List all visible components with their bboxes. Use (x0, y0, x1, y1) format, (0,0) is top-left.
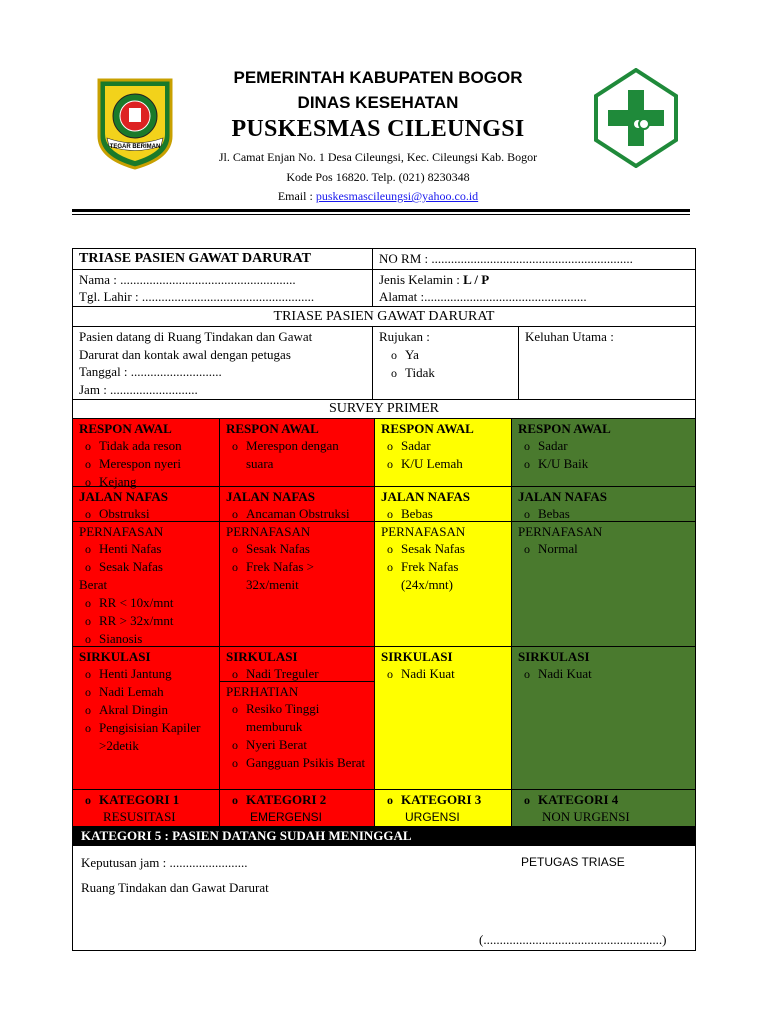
keluhan-utama-field[interactable]: Keluhan Utama : (525, 329, 614, 344)
respon-awal-title: RESPON AWAL (381, 421, 474, 436)
sirkulasi-row (73, 647, 695, 790)
option-ancaman-obstruksi[interactable]: o Ancaman Obstruksi (226, 505, 368, 523)
signature-field[interactable]: (.......................................................) (479, 932, 667, 947)
option-nadi-lemah[interactable]: o Nadi Lemah (79, 683, 213, 701)
pernafasan-title: PERNAFASAN (79, 524, 164, 539)
option-merespon-nyeri[interactable]: o Merespon nyeri (79, 455, 213, 473)
form-footer (73, 846, 695, 950)
jalan-nafas-title: JALAN NAFAS (79, 489, 168, 504)
rujukan-label: Rujukan : (379, 329, 430, 344)
sirkulasi-title: SIRKULASI (79, 649, 151, 664)
jenis-kelamin-value: L / P (463, 272, 490, 287)
option-kejang[interactable]: o Kejang (79, 473, 213, 491)
form-title: TRIASE PASIEN GAWAT DARURAT (73, 249, 373, 269)
pernafasan-title: PERNAFASAN (226, 524, 311, 539)
option-sesak-nafas-berat[interactable]: o Sesak Nafas (79, 558, 213, 576)
rujukan-option-tidak[interactable]: o Tidak (385, 364, 512, 382)
kategori-1-label: RESUSITASI (103, 809, 176, 824)
option-sianosis[interactable]: o Sianosis (79, 630, 213, 648)
respon-awal-title: RESPON AWAL (79, 421, 172, 436)
jalan-nafas-title: JALAN NAFAS (226, 489, 315, 504)
option-obstruksi[interactable]: o Obstruksi (79, 505, 213, 523)
jalan-nafas-title: JALAN NAFAS (381, 489, 470, 504)
option-frek-nafas-32[interactable]: o Frek Nafas > 32x/menit (226, 558, 368, 594)
kategori-1-option[interactable]: o KATEGORI 1 (79, 791, 213, 809)
tgl-lahir-field[interactable]: Tgl. Lahir : ..................................................... (79, 289, 315, 304)
survey-primer-heading: SURVEY PRIMER (329, 401, 439, 416)
email-label: Email : (277, 189, 316, 203)
kategori-3-option[interactable]: o KATEGORI 3 (381, 791, 505, 809)
kategori-4-label: NON URGENSI (542, 809, 630, 824)
option-sesak-nafas[interactable]: o Sesak Nafas (226, 540, 368, 558)
nama-field[interactable]: Nama : ...................................................... (79, 272, 296, 287)
kategori-3-label: URGENSI (405, 810, 460, 824)
option-henti-jantung[interactable]: o Henti Jantung (79, 665, 213, 683)
ruang-label: Ruang Tindakan dan Gawat Darurat (81, 880, 269, 895)
arrival-text-1: Pasien datang di Ruang Tindakan dan Gawat (79, 329, 313, 344)
email-line (0, 189, 762, 204)
option-nadi-kuat[interactable]: o Nadi Kuat (381, 665, 505, 683)
rujukan-option-ya[interactable]: o Ya (385, 346, 512, 364)
option-akral-dingin[interactable]: o Akral Dingin (79, 701, 213, 719)
letterhead (0, 0, 768, 220)
option-bebas[interactable]: o Bebas (381, 505, 505, 523)
sirkulasi-title: SIRKULASI (226, 649, 298, 664)
option-merespon-suara[interactable]: o Merespon dengan suara (226, 437, 368, 473)
jam-field[interactable]: Jam : ........................... (79, 381, 198, 397)
option-sesak-nafas[interactable]: o Sesak Nafas (381, 540, 505, 558)
government-name: PEMERINTAH KABUPATEN BOGOR (233, 68, 523, 87)
jenis-kelamin-field[interactable] (379, 271, 689, 288)
sirkulasi-title: SIRKULASI (381, 649, 453, 664)
emblem-motto: TEGAR BERIMAN (109, 144, 161, 150)
perhatian-title: PERHATIAN (226, 684, 299, 699)
option-normal[interactable]: o Normal (518, 540, 689, 558)
kategori-2-option[interactable]: o KATEGORI 2 (226, 791, 368, 809)
sesak-nafas-berat-cont: Berat (79, 577, 108, 592)
kategori-4-option[interactable]: o KATEGORI 4 (518, 791, 689, 809)
respon-awal-title: RESPON AWAL (518, 421, 611, 436)
option-bebas[interactable]: o Bebas (518, 505, 689, 523)
option-nadi-kuat[interactable]: o Nadi Kuat (518, 665, 689, 683)
kategori-5-bar[interactable]: KATEGORI 5 : PASIEN DATANG SUDAH MENINGGAL (73, 827, 695, 845)
option-rr-high[interactable]: o RR > 32x/mnt (79, 612, 213, 630)
option-nadi-ireguler[interactable]: o Nadi Treguler (226, 665, 368, 683)
no-rm-field[interactable]: NO RM : .............................................................. (379, 251, 633, 266)
alamat-field[interactable]: Alamat :.................................................. (379, 289, 587, 304)
option-nyeri-berat[interactable]: o Nyeri Berat (226, 736, 368, 754)
keputusan-jam-field[interactable]: Keputusan jam : ........................ (81, 855, 248, 870)
sirkulasi-title: SIRKULASI (518, 649, 590, 664)
jenis-kelamin-label: Jenis Kelamin : (379, 272, 460, 287)
header-rule-thin (72, 214, 690, 215)
option-resiko-tinggi[interactable]: o Resiko Tinggi memburuk (226, 700, 368, 736)
option-frek-nafas-24[interactable]: o Frek Nafas (24x/mnt) (381, 558, 505, 594)
tanggal-field[interactable]: Tanggal : ............................ (79, 364, 222, 379)
option-ku-baik[interactable]: o K/U Baik (518, 455, 689, 473)
option-sadar[interactable]: o Sadar (518, 437, 689, 455)
petugas-triase-label: PETUGAS TRIASE (521, 855, 625, 869)
pernafasan-row (73, 522, 695, 647)
option-ku-lemah[interactable]: o K/U Lemah (381, 455, 505, 473)
triage-form (72, 248, 696, 951)
postal-phone: Kode Pos 16820. Telp. (021) 8230348 (286, 170, 470, 184)
respon-awal-title: RESPON AWAL (226, 421, 319, 436)
form-subtitle: TRIASE PASIEN GAWAT DARURAT (273, 309, 495, 324)
email-link[interactable]: puskesmascileungsi@yahoo.co.id (315, 189, 479, 203)
puskesmas-logo-icon (594, 68, 678, 168)
respon-awal-row (73, 419, 695, 487)
puskesmas-name: PUSKESMAS CILEUNGSI (231, 116, 525, 142)
header-rule-thick (72, 209, 690, 212)
kategori-row (73, 790, 695, 827)
option-pengisian-kapiler[interactable]: o Pengisisian Kapiler >2detik (79, 719, 213, 755)
option-henti-nafas[interactable]: o Henti Nafas (79, 540, 213, 558)
pernafasan-title: PERNAFASAN (381, 524, 466, 539)
pernafasan-title: PERNAFASAN (518, 524, 603, 539)
option-sadar[interactable]: o Sadar (381, 437, 505, 455)
option-tidak-ada-respon[interactable]: o Tidak ada reson (79, 437, 213, 455)
address: Jl. Camat Enjan No. 1 Desa Cileungsi, Kec. Cileungsi Kab. Bogor (218, 150, 538, 164)
jalan-nafas-title: JALAN NAFAS (518, 489, 607, 504)
arrival-text-2: Darurat dan kontak awal dengan petugas (79, 346, 291, 362)
option-rr-low[interactable]: o RR < 10x/mnt (79, 594, 213, 612)
kategori-2-label: EMERGENSI (250, 810, 323, 824)
jalan-nafas-row (73, 487, 695, 522)
option-gangguan-psikis[interactable]: o Gangguan Psikis Berat (226, 754, 368, 772)
department-name: DINAS KESEHATAN (297, 93, 459, 112)
